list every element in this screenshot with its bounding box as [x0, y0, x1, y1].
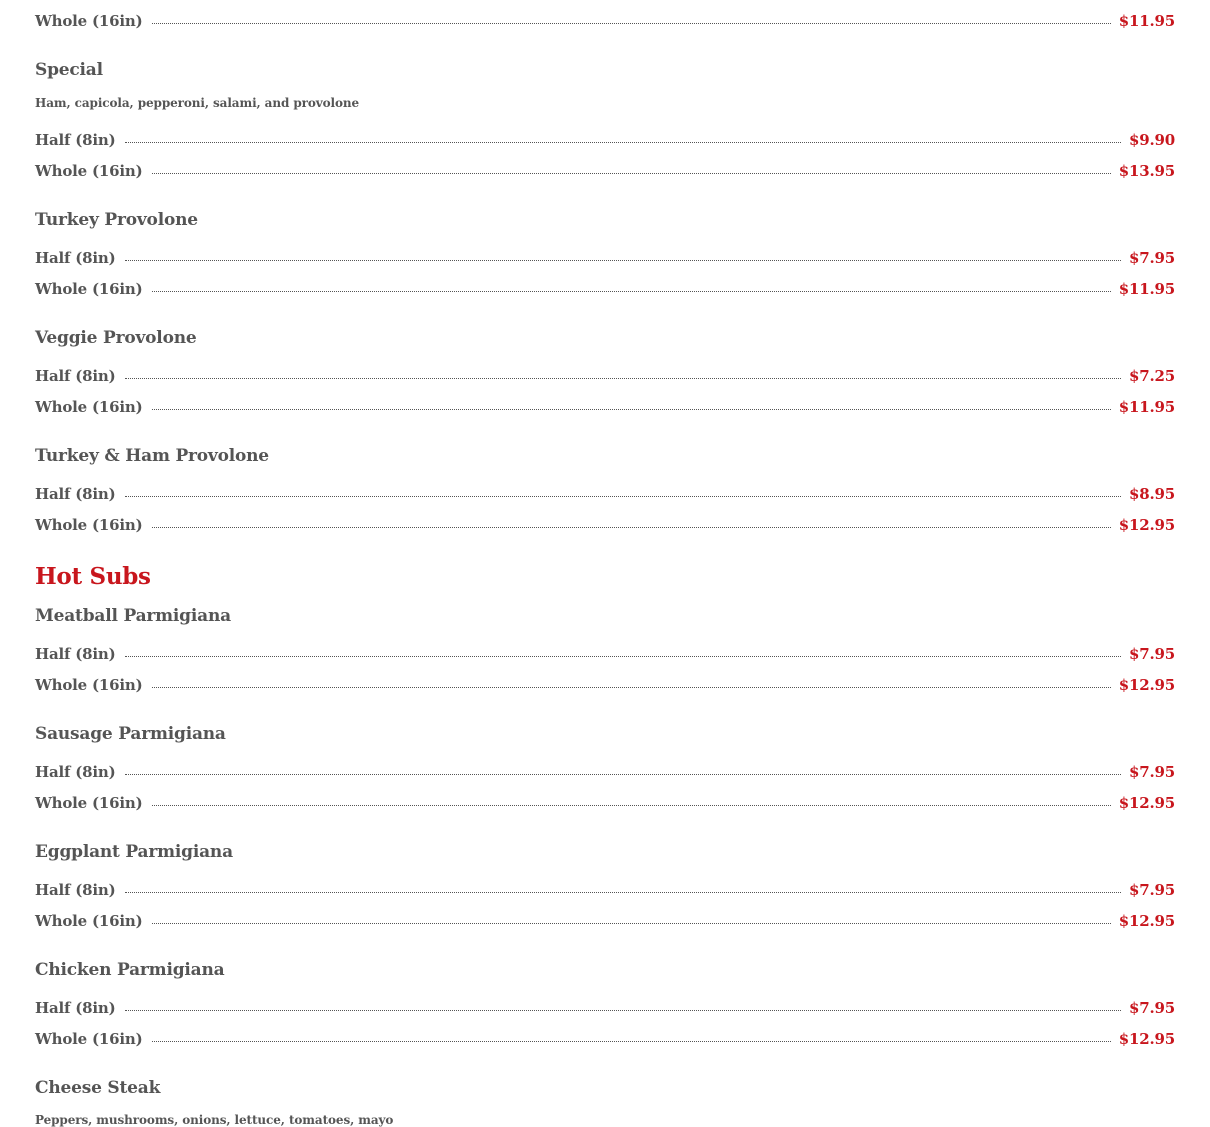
- dotted-leader: [152, 173, 1111, 174]
- item-name-eggplant-parmigiana: Eggplant Parmigiana: [35, 842, 233, 862]
- item-description-cheese-steak: Peppers, mushrooms, onions, lettuce, tomatoes, mayo: [35, 1113, 394, 1127]
- size-label: Whole (16in): [35, 794, 143, 812]
- price-row: [35, 910, 1175, 932]
- item-name-turkey-provolone: Turkey Provolone: [35, 210, 198, 230]
- item-name-turkey-ham-provolone: Turkey & Ham Provolone: [35, 446, 269, 466]
- dotted-leader: [125, 142, 1122, 143]
- price-value: $7.95: [1129, 249, 1175, 267]
- price-row: [35, 10, 1175, 32]
- price-row: [35, 643, 1175, 665]
- dotted-leader: [152, 409, 1111, 410]
- price-value: $12.95: [1118, 676, 1175, 694]
- price-value: $9.90: [1129, 131, 1175, 149]
- price-row: [35, 1028, 1175, 1050]
- dotted-leader: [152, 687, 1111, 688]
- price-value: $11.95: [1118, 280, 1175, 298]
- dotted-leader: [152, 805, 1111, 806]
- dotted-leader: [152, 527, 1111, 528]
- size-label: Half (8in): [35, 881, 116, 899]
- size-label: Whole (16in): [35, 162, 143, 180]
- price-row: [35, 129, 1175, 151]
- item-name-cheese-steak: Cheese Steak: [35, 1078, 161, 1098]
- item-description-special: Ham, capicola, pepperoni, salami, and provolone: [35, 96, 360, 110]
- price-row: [35, 278, 1175, 300]
- section-title-hot-subs: Hot Subs: [35, 563, 151, 590]
- size-label: Half (8in): [35, 367, 116, 385]
- price-value: $8.95: [1129, 485, 1175, 503]
- size-label: Whole (16in): [35, 280, 143, 298]
- price-value: $13.95: [1118, 162, 1175, 180]
- size-label: Whole (16in): [35, 1030, 143, 1048]
- price-row: [35, 396, 1175, 418]
- dotted-leader: [152, 291, 1111, 292]
- dotted-leader: [152, 1041, 1111, 1042]
- price-row: [35, 514, 1175, 536]
- size-label: Half (8in): [35, 485, 116, 503]
- price-value: $11.95: [1118, 398, 1175, 416]
- size-label: Whole (16in): [35, 676, 143, 694]
- price-row: [35, 674, 1175, 696]
- size-label: Whole (16in): [35, 516, 143, 534]
- size-label: Half (8in): [35, 763, 116, 781]
- item-name-special: Special: [35, 60, 103, 80]
- size-label: Whole (16in): [35, 12, 143, 30]
- price-row: [35, 879, 1175, 901]
- price-value: $12.95: [1118, 912, 1175, 930]
- price-value: $7.25: [1129, 367, 1175, 385]
- size-label: Half (8in): [35, 999, 116, 1017]
- item-name-veggie-provolone: Veggie Provolone: [35, 328, 197, 348]
- dotted-leader: [152, 923, 1111, 924]
- item-name-chicken-parmigiana: Chicken Parmigiana: [35, 960, 225, 980]
- dotted-leader: [125, 260, 1122, 261]
- dotted-leader: [152, 23, 1111, 24]
- price-value: $7.95: [1129, 645, 1175, 663]
- size-label: Whole (16in): [35, 912, 143, 930]
- size-label: Half (8in): [35, 131, 116, 149]
- size-label: Half (8in): [35, 645, 116, 663]
- price-row: [35, 483, 1175, 505]
- dotted-leader: [125, 378, 1122, 379]
- price-value: $7.95: [1129, 999, 1175, 1017]
- item-name-meatball-parmigiana: Meatball Parmigiana: [35, 606, 231, 626]
- price-value: $7.95: [1129, 763, 1175, 781]
- size-label: Whole (16in): [35, 398, 143, 416]
- price-value: $12.95: [1118, 1030, 1175, 1048]
- dotted-leader: [125, 774, 1122, 775]
- dotted-leader: [125, 892, 1122, 893]
- dotted-leader: [125, 1010, 1122, 1011]
- price-row: [35, 761, 1175, 783]
- price-row: [35, 997, 1175, 1019]
- size-label: Half (8in): [35, 249, 116, 267]
- price-row: [35, 792, 1175, 814]
- price-value: $11.95: [1118, 12, 1175, 30]
- item-name-sausage-parmigiana: Sausage Parmigiana: [35, 724, 226, 744]
- price-value: $7.95: [1129, 881, 1175, 899]
- dotted-leader: [125, 496, 1122, 497]
- price-row: [35, 160, 1175, 182]
- dotted-leader: [125, 656, 1122, 657]
- price-value: $12.95: [1118, 794, 1175, 812]
- price-row: [35, 365, 1175, 387]
- price-row: [35, 247, 1175, 269]
- price-value: $12.95: [1118, 516, 1175, 534]
